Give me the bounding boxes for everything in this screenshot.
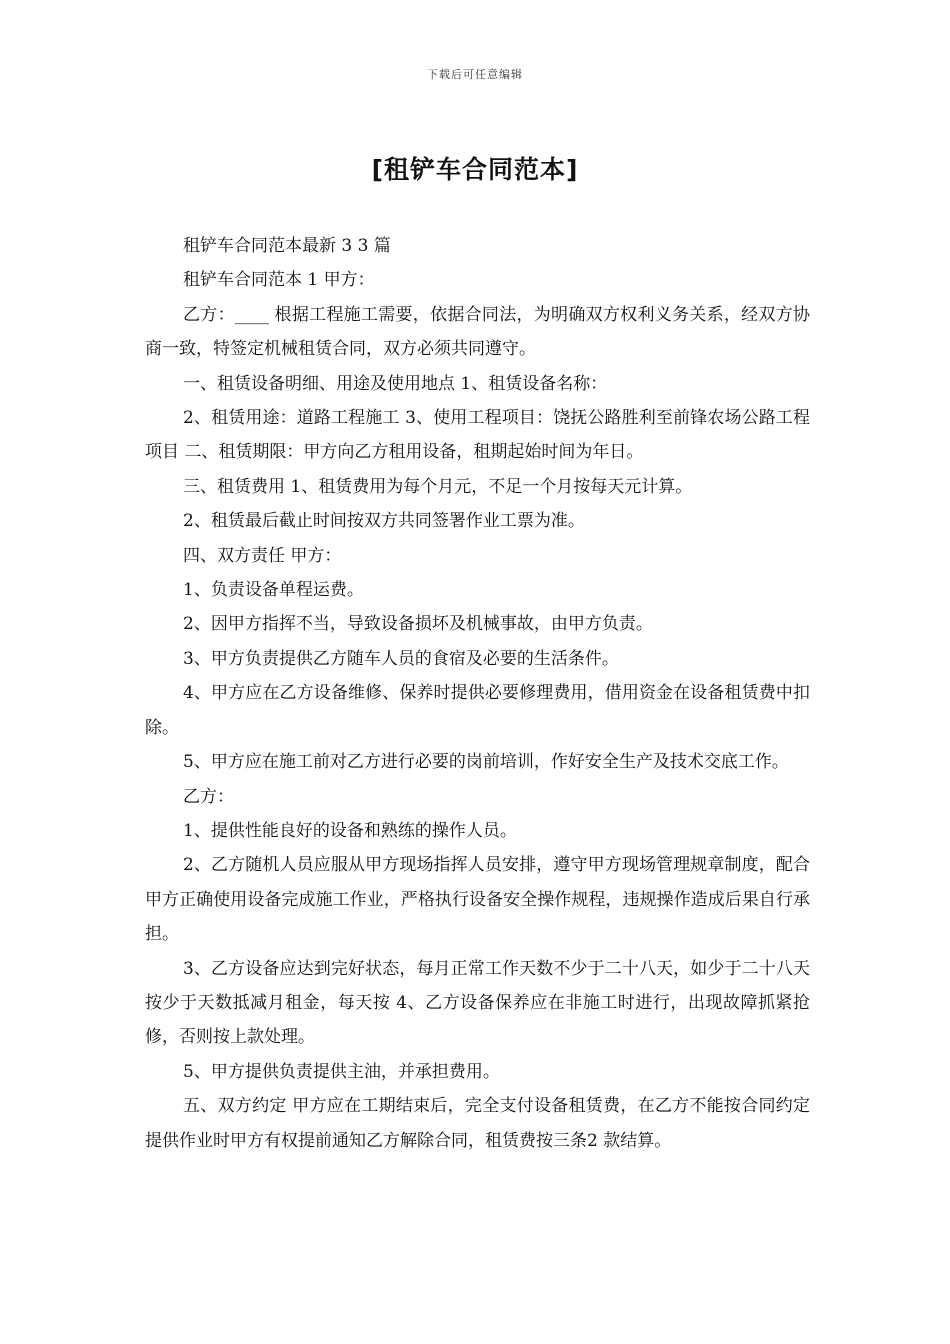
document-title: [租铲车合同范本] <box>371 155 579 184</box>
page-header-note: 下载后可任意编辑 <box>427 68 523 81</box>
paragraph: 五、双方约定 甲方应在工期结束后，完全支付设备租赁费，在乙方不能按合同约定提供作业时甲方有权提前通知乙方解除合同，租赁费按三条2 款结算。 <box>145 1096 810 1151</box>
paragraph: 4、甲方应在乙方设备维修、保养时提供必要修理费用，借用资金在设备租赁费中扣除。 <box>145 683 810 738</box>
paragraph: 5、甲方提供负责提供主油，并承担费用。 <box>183 1061 500 1082</box>
paragraph: 租铲车合同范本 1 甲方： <box>183 270 375 291</box>
paragraph: 3、乙方设备应达到完好状态，每月正常工作天数不少于二十八天，如少于二十八天按少于天数抵减月租金，每天按 4、乙方设备保养应在非施工时进行，出现故障抓紧抢修，否则按上款处理。 <box>145 958 810 1048</box>
paragraph: 2、因甲方指挥不当，导致设备损坏及机械事故，由甲方负责。 <box>183 614 653 635</box>
paragraph: 租铲车合同范本最新 3 3 篇 <box>183 236 391 256</box>
paragraph: 1、提供性能良好的设备和熟练的操作人员。 <box>183 820 517 841</box>
paragraph: 乙方： <box>183 786 234 807</box>
paragraph: 2、租赁用途：道路工程施工 3、使用工程项目：饶抚公路胜利至前锋农场公路工程项目 二、租赁期限：甲方向乙方租用设备，租期起始时间为年日。 <box>145 408 810 463</box>
document-body <box>145 229 810 1158</box>
paragraph: 乙方：____ 根据工程施工需要，依据合同法，为明确双方权利义务关系，经双方协商一致，特签定机械租赁合同，双方必须共同遵守。 <box>145 304 810 360</box>
paragraph: 3、甲方负责提供乙方随车人员的食宿及必要的生活条件。 <box>183 648 619 669</box>
paragraph: 1、负责设备单程运费。 <box>183 580 364 601</box>
paragraph: 一、租赁设备明细、用途及使用地点 1、租赁设备名称： <box>183 373 608 394</box>
paragraph: 2、租赁最后截止时间按双方共同签署作业工票为准。 <box>183 511 585 532</box>
paragraph: 2、乙方随机人员应服从甲方现场指挥人员安排，遵守甲方现场管理规章制度，配合甲方正确使用设备完成施工作业，严格执行设备安全操作规程，违规操作造成后果自行承担。 <box>145 855 810 945</box>
paragraph: 三、租赁费用 1、租赁费用为每个月元，不足一个月按每天元计算。 <box>183 476 693 497</box>
paragraph: 5、甲方应在施工前对乙方进行必要的岗前培训，作好安全生产及技术交底工作。 <box>183 752 789 773</box>
paragraph: 四、双方责任 甲方： <box>183 545 342 566</box>
